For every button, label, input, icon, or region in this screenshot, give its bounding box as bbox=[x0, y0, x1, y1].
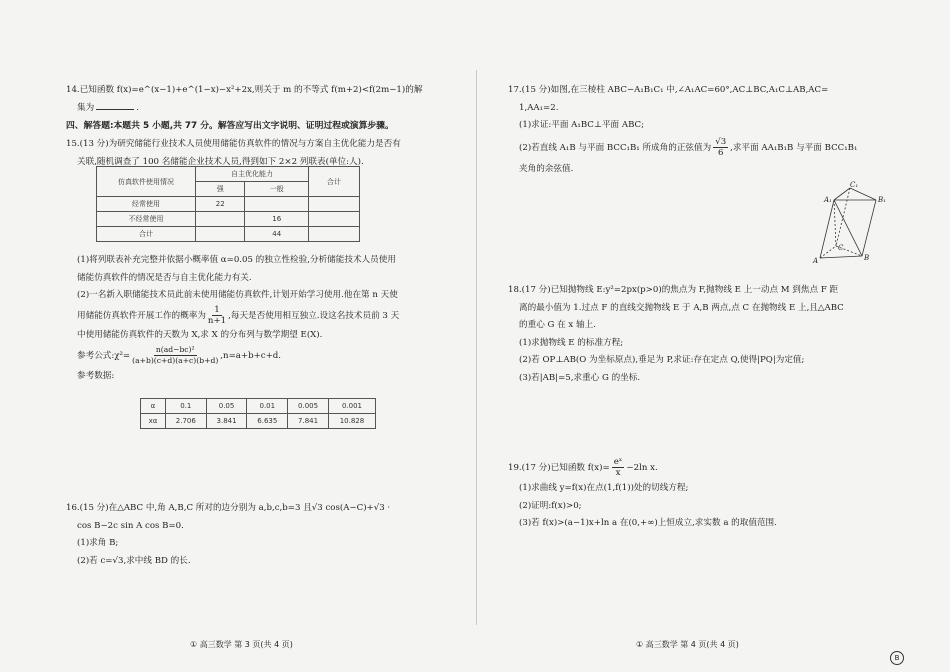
label-a1: A₁ bbox=[824, 196, 832, 204]
fraction-denominator: n+1 bbox=[207, 315, 227, 326]
q17-line1: 17.(15 分)如图,在三棱柱 ABC−A₁B₁C₁ 中,∠A₁AC=60°,AC⊥BC,A₁C⊥AB,AC= bbox=[508, 85, 829, 95]
chi-square-fraction bbox=[132, 345, 218, 366]
q15-line2: 关联,随机调查了 100 名储能企业技术人员,得到如下 2×2 列联表(单位:人). bbox=[77, 156, 364, 167]
table-row bbox=[97, 227, 360, 242]
q17-part2-line2: 夹角的余弦值. bbox=[519, 163, 574, 174]
q15-part1-line1: (1)将列联表补充完整并依据小概率值 α=0.05 的独立性检验,分析储能技术人员使用 bbox=[77, 255, 396, 265]
probability-fraction bbox=[208, 305, 226, 326]
header-usage: 仿真软件使用情况 bbox=[97, 167, 196, 197]
critical-value: 2.706 bbox=[165, 414, 206, 429]
left-footer: ① 高三数学 第 3 页(共 4 页) bbox=[190, 640, 293, 649]
fraction-denominator: 6 bbox=[717, 147, 724, 158]
q15-part2-line3: 中使用储能仿真软件的天数为 X,求 X 的分布列与数学期望 E(X). bbox=[77, 329, 323, 340]
cell-total bbox=[309, 227, 360, 242]
header-normal: 一般 bbox=[245, 182, 309, 197]
q16-part1: (1)求角 B; bbox=[77, 538, 119, 548]
section-heading: 四、解答题:本题共 5 小题,共 77 分。解答应写出文字说明、证明过程或演算步骤。 bbox=[66, 121, 394, 131]
q15-prob-text-tail: ,每天是否使用相互独立.设这名技术员前 3 天 bbox=[228, 310, 400, 321]
cell-total bbox=[309, 197, 360, 212]
q17-part2-tail: ,求平面 AA₁B₁B 与平面 BCC₁B₁ bbox=[730, 142, 858, 153]
reference-formula bbox=[66, 344, 399, 368]
q18-part3: (3)若|AB|=5,求重心 G 的坐标. bbox=[519, 372, 641, 383]
q14-line1: 14.已知函数 f(x)=e^(x−1)+e^(1−x)−x²+2x,则关于 m 的不等式 f(m+2)<f(2m−1)的解 bbox=[66, 85, 423, 95]
q18-part1: (1)求抛物线 E 的标准方程; bbox=[519, 337, 624, 348]
cell-strong bbox=[196, 227, 245, 242]
reference-table bbox=[140, 398, 376, 429]
q18-part2: (2)若 OP⊥AB(O 为坐标原点),垂足为 P,求证:存在定点 Q,使得|PQ|为定值; bbox=[519, 355, 805, 365]
q17-part2 bbox=[508, 135, 857, 161]
header-ability: 自主优化能力 bbox=[196, 167, 309, 182]
question-14 bbox=[66, 82, 422, 117]
alpha-label: α bbox=[141, 399, 166, 414]
alpha-value: 0.001 bbox=[328, 399, 375, 414]
cell-normal: 16 bbox=[245, 212, 309, 227]
header-total: 合计 bbox=[309, 167, 360, 197]
alpha-value: 0.01 bbox=[247, 399, 288, 414]
q15-prob-text: 用储能仿真软件开展工作的概率为 bbox=[77, 310, 206, 321]
table-row bbox=[97, 212, 360, 227]
prism-figure bbox=[812, 180, 892, 265]
cell-normal: 44 bbox=[245, 227, 309, 242]
label-c: C bbox=[838, 244, 844, 252]
fraction-numerator: √3 bbox=[715, 136, 727, 147]
q19-text-tail: −2ln x. bbox=[626, 463, 658, 473]
fraction-numerator: 1 bbox=[214, 304, 220, 315]
q18-line3: 的重心 G 在 x 轴上. bbox=[519, 320, 596, 330]
fraction-numerator: eˣ bbox=[613, 457, 623, 467]
sine-fraction bbox=[713, 137, 728, 158]
cell-normal bbox=[245, 197, 309, 212]
q16-line1: 16.(15 分)在△ABC 中,角 A,B,C 所对的边分别为 a,b,c,b=3 且√3 cos(A−C)+√3 · bbox=[66, 503, 391, 513]
alpha-row bbox=[141, 399, 376, 414]
row-label: 不经常使用 bbox=[97, 212, 196, 227]
alpha-value: 0.005 bbox=[288, 399, 329, 414]
function-fraction bbox=[612, 457, 625, 478]
cell-strong: 22 bbox=[196, 197, 245, 212]
q18-line1: 18.(17 分)已知抛物线 E:y²=2px(p>0)的焦点为 F,抛物线 E 上一动点 M 到焦点 F 距 bbox=[508, 285, 839, 295]
alpha-value: 0.1 bbox=[165, 399, 206, 414]
critical-value: 3.841 bbox=[206, 414, 247, 429]
q14-line2 bbox=[66, 100, 422, 118]
formula-label: 参考公式:χ²= bbox=[77, 351, 131, 361]
q15-part2-line2 bbox=[66, 305, 399, 327]
q19-part1: (1)求曲线 y=f(x)在点(1,f(1))处的切线方程; bbox=[519, 483, 689, 493]
fraction-denominator: x bbox=[615, 468, 621, 478]
q17-part2-text: (2)若直线 A₁B 与平面 BCC₁B₁ 所成角的正弦值为 bbox=[519, 142, 712, 153]
label-a: A bbox=[813, 257, 819, 265]
q15-parts bbox=[66, 252, 399, 386]
q16-line2: cos B−2c sin A cos B=0. bbox=[77, 520, 184, 531]
question-17 bbox=[508, 82, 857, 178]
formula-tail: ,n=a+b+c+d. bbox=[220, 351, 282, 361]
critical-value: 6.635 bbox=[247, 414, 288, 429]
question-18 bbox=[508, 282, 844, 387]
q19-part2: (2)证明:f(x)>0; bbox=[519, 500, 582, 511]
table-row bbox=[97, 197, 360, 212]
paper-version-badge: B bbox=[890, 651, 904, 665]
q14-period: . bbox=[136, 102, 139, 113]
q19-text: 19.(17 分)已知函数 f(x)= bbox=[508, 463, 610, 473]
row-label: 经常使用 bbox=[97, 197, 196, 212]
q18-line2: 离的最小值为 1.过点 F 的直线交抛物线 E 于 A,B 两点,点 C 在抛物线 E 上,且△ABC bbox=[519, 302, 844, 313]
q15-line1: 15.(13 分)为研究储能行业技术人员使用储能仿真软件的情况与方案自主优化能力是否有 bbox=[66, 139, 401, 149]
question-16 bbox=[66, 500, 390, 570]
critical-value: 10.828 bbox=[328, 414, 375, 429]
q14-set-label: 集为 bbox=[77, 102, 95, 113]
contingency-table bbox=[96, 166, 360, 242]
q15-part1-line2: 储能仿真软件的情况是否与自主优化能力有关. bbox=[77, 272, 252, 283]
label-c1: C₁ bbox=[850, 181, 859, 189]
question-19 bbox=[508, 456, 777, 533]
q19-part3: (3)若 f(x)>(a−1)x+ln a 在(0,+∞)上恒成立,求实数 a 的取值范围. bbox=[519, 518, 777, 528]
cell-strong bbox=[196, 212, 245, 227]
right-footer: ① 高三数学 第 4 页(共 4 页) bbox=[636, 640, 739, 649]
q19-line1 bbox=[508, 456, 777, 480]
q16-part2: (2)若 c=√3,求中线 BD 的长. bbox=[77, 555, 191, 566]
critical-label: xα bbox=[141, 414, 166, 429]
chi-numerator: n(ad−bc)² bbox=[155, 345, 195, 354]
cell-total bbox=[309, 212, 360, 227]
alpha-value: 0.05 bbox=[206, 399, 247, 414]
q17-part1: (1)求证:平面 A₁BC⊥平面 ABC; bbox=[519, 120, 645, 130]
q17-line2: 1,AA₁=2. bbox=[519, 102, 559, 113]
answer-blank bbox=[96, 100, 134, 110]
header-strong: 强 bbox=[196, 182, 245, 197]
page-divider bbox=[476, 70, 477, 625]
reference-data-label: 参考数据: bbox=[77, 371, 115, 381]
critical-value: 7.841 bbox=[288, 414, 329, 429]
row-label: 合计 bbox=[97, 227, 196, 242]
critical-value-row bbox=[141, 414, 376, 429]
label-b: B bbox=[864, 254, 870, 262]
label-b1: B₁ bbox=[878, 196, 886, 204]
q15-part2-line1: (2)一名新入职储能技术员此前未使用储能仿真软件,计划开始学习使用.他在第 n 天使 bbox=[77, 290, 398, 300]
chi-denominator: (a+b)(c+d)(a+c)(b+d) bbox=[132, 356, 219, 365]
